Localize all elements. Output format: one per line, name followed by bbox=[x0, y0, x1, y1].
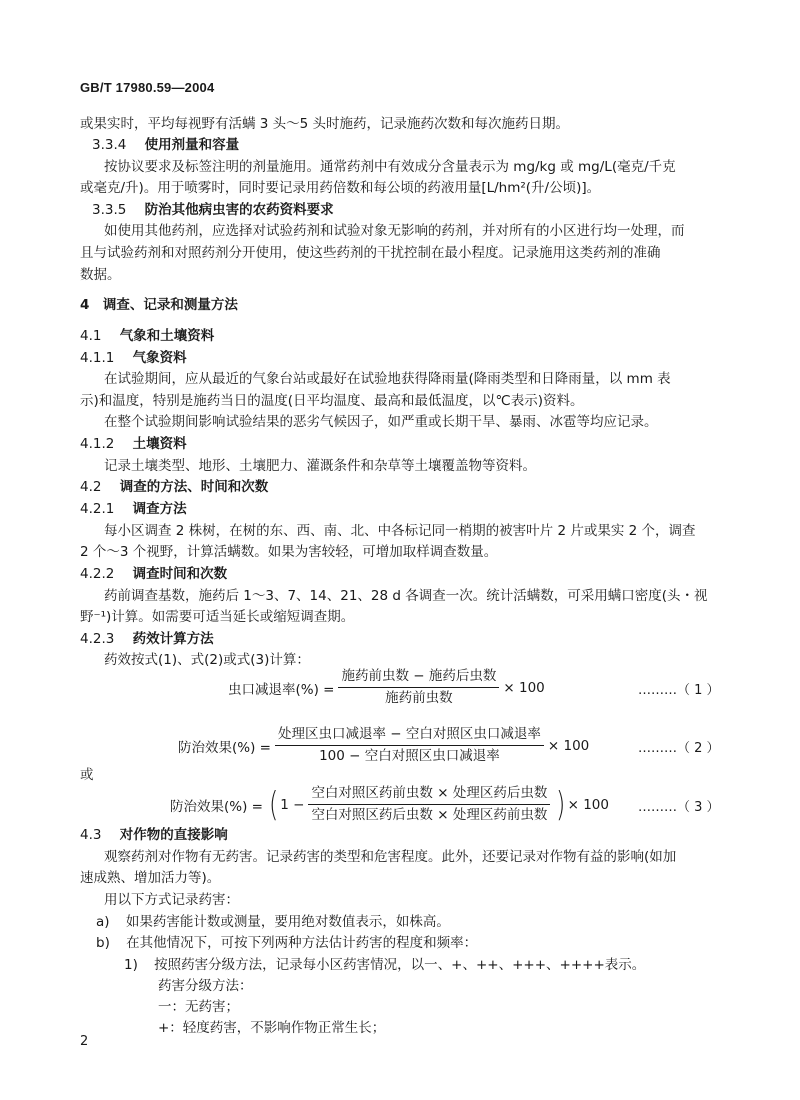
fraction bbox=[308, 785, 550, 824]
section-4-2-2 bbox=[80, 565, 227, 583]
section-4-1 bbox=[80, 327, 214, 345]
section-title: 气象资料 bbox=[132, 350, 187, 366]
section-title: 防治其他病虫害的农药资料要求 bbox=[144, 202, 334, 218]
paragraph-line: 或果实时，平均每视野有活螨 3 头～5 头时施药，记录施药次数和每次施药日期。 bbox=[80, 116, 570, 132]
formula-factor: × 100 bbox=[547, 737, 590, 754]
paragraph-line: 2 个～3 个视野，计算活螨数。如果为害较轻，可增加取样调查数量。 bbox=[80, 544, 498, 560]
paragraph-line: 每小区调查 2 株树，在树的东、西、南、北、中各标记同一梢期的被害叶片 2 片或果实 2 个，调查 bbox=[104, 523, 696, 539]
left-paren: ( bbox=[268, 784, 279, 825]
section-title: 土壤资料 bbox=[132, 436, 187, 452]
list-marker: b) bbox=[96, 935, 110, 951]
list-text: 如果药害能计数或测量，要用绝对数值表示，如株高。 bbox=[125, 914, 450, 930]
grade-item: 一：无药害； bbox=[158, 999, 239, 1015]
right-paren: ) bbox=[556, 784, 566, 825]
paragraph-line: 药前调查基数，施药后 1～3、7、14、21、28 d 各调查一次。统计活螨数，可采用螨口密度(头・视 bbox=[104, 588, 708, 604]
numerator: 施药前虫数 − 施药后虫数 bbox=[338, 668, 499, 688]
formula-factor: × 100 bbox=[567, 796, 609, 813]
formula-1 bbox=[228, 668, 545, 707]
paragraph-line: 或毫克/升)。用于喷雾时，同时要记录用药倍数和每公顷的药液用量[L/hm²(升/公顷)]。 bbox=[80, 180, 601, 196]
formula-factor: × 100 bbox=[503, 679, 545, 696]
formula-one: 1 − bbox=[280, 796, 305, 813]
list-item-1 bbox=[124, 956, 645, 974]
paragraph-line: 在整个试验期间影响试验结果的恶劣气候因子，如严重或长期干旱、暴雨、冰雹等均应记录。 bbox=[104, 414, 658, 430]
grade-item: +：轻度药害，不影响作物正常生长； bbox=[158, 1020, 386, 1036]
list-marker: 1) bbox=[124, 957, 138, 973]
list-text: 在其他情况下，可按下列两种方法估计药害的程度和频率： bbox=[126, 935, 478, 951]
paragraph-line: 速成熟、增加活力等)。 bbox=[80, 870, 221, 886]
numerator: 空白对照区药前虫数 × 处理区药后虫数 bbox=[308, 785, 550, 805]
list-marker: a) bbox=[96, 914, 110, 930]
section-number: 3.3.5 bbox=[92, 202, 127, 218]
connector-word: 或 bbox=[80, 767, 94, 783]
section-4-2-1 bbox=[80, 500, 187, 518]
paragraph-line: 数据。 bbox=[80, 267, 121, 283]
paragraph-line: 野⁻¹)计算。如需要可适当延长或缩短调查期。 bbox=[80, 609, 355, 625]
page-number: 2 bbox=[80, 1034, 89, 1049]
fraction bbox=[275, 726, 544, 765]
section-3-3-4 bbox=[92, 136, 239, 154]
paragraph-line: 记录土壤类型、地形、土壤肥力、灌溉条件和杂草等土壤覆盖物等资料。 bbox=[104, 458, 536, 474]
denominator: 空白对照区药后虫数 × 处理区药前虫数 bbox=[311, 807, 548, 823]
section-4-1-1 bbox=[80, 349, 187, 367]
paragraph-line: 且与试验药剂和对照药剂分开使用，使这些药剂的干扰控制在最小程度。记录施用这类药剂的准确 bbox=[80, 245, 661, 261]
paragraph-line: 在试验期间，应从最近的气象台站或最好在试验地获得降雨量(降雨类型和日降雨量，以 mm 表 bbox=[104, 371, 671, 387]
denominator: 施药前虫数 bbox=[385, 690, 453, 706]
section-number: 4.2.1 bbox=[80, 501, 115, 517]
section-title: 药效计算方法 bbox=[132, 631, 214, 647]
fraction bbox=[338, 668, 499, 707]
paragraph-line: 如使用其他药剂，应选择对试验药剂和试验对象无影响的药剂，并对所有的小区进行均一处理，而 bbox=[104, 223, 685, 239]
paragraph-line: 按协议要求及标签注明的剂量施用。通常药剂中有效成分含量表示为 mg/kg 或 mg/L(毫克/千克 bbox=[104, 159, 676, 175]
section-title: 调查的方法、时间和次数 bbox=[119, 479, 269, 495]
paragraph-line: 药效按式(1)、式(2)或式(3)计算： bbox=[104, 652, 310, 668]
formula-2 bbox=[178, 726, 589, 765]
list-item-a bbox=[96, 913, 450, 931]
denominator: 100 − 空白对照区虫口减退率 bbox=[319, 748, 500, 764]
equation-number: ………（ 2 ） bbox=[638, 741, 720, 756]
section-4-2-3 bbox=[80, 630, 214, 648]
standard-code: GB/T 17980.59—2004 bbox=[80, 80, 215, 95]
equation-number: ………（ 1 ） bbox=[638, 683, 720, 698]
paragraph-line: 示)和温度，特别是施药当日的温度(日平均温度、最高和最低温度，以℃表示)资料。 bbox=[80, 393, 584, 409]
section-number: 4.1 bbox=[80, 328, 102, 344]
section-title: 调查方法 bbox=[132, 501, 187, 517]
section-title: 气象和土壤资料 bbox=[119, 328, 215, 344]
section-4-2 bbox=[80, 478, 268, 496]
section-number: 3.3.4 bbox=[92, 137, 127, 153]
section-number: 4.3 bbox=[80, 827, 102, 843]
numerator: 处理区虫口减退率 − 空白对照区虫口减退率 bbox=[275, 726, 544, 746]
section-number: 4.1.2 bbox=[80, 436, 115, 452]
paragraph-line: 用以下方式记录药害： bbox=[104, 892, 239, 908]
list-text: 按照药害分级方法，记录每小区药害情况，以一、+、++、+++、++++表示。 bbox=[154, 957, 646, 973]
section-number: 4.2 bbox=[80, 479, 102, 495]
section-3-3-5 bbox=[92, 201, 334, 219]
formula-3 bbox=[170, 785, 609, 824]
formula-lhs: 虫口减退率(%) = bbox=[228, 681, 335, 698]
section-4-title: 4 调查、记录和测量方法 bbox=[80, 297, 238, 313]
formula-lhs: 防治效果(%) = bbox=[170, 798, 263, 815]
section-number: 4.1.1 bbox=[80, 350, 115, 366]
formula-lhs: 防治效果(%) = bbox=[178, 739, 271, 756]
section-4-3 bbox=[80, 826, 228, 844]
section-title: 使用剂量和容量 bbox=[144, 137, 240, 153]
paragraph-line: 药害分级方法： bbox=[158, 978, 253, 994]
section-number: 4.2.2 bbox=[80, 566, 115, 582]
list-item-b bbox=[96, 934, 477, 952]
equation-number: ………（ 3 ） bbox=[638, 800, 720, 815]
paragraph-line: 观察药剂对作物有无药害。记录药害的类型和危害程度。此外，还要记录对作物有益的影响(如加 bbox=[104, 849, 677, 865]
section-number: 4.2.3 bbox=[80, 631, 115, 647]
section-title: 调查时间和次数 bbox=[132, 566, 228, 582]
section-title: 对作物的直接影响 bbox=[119, 827, 228, 843]
section-4-1-2 bbox=[80, 435, 187, 453]
